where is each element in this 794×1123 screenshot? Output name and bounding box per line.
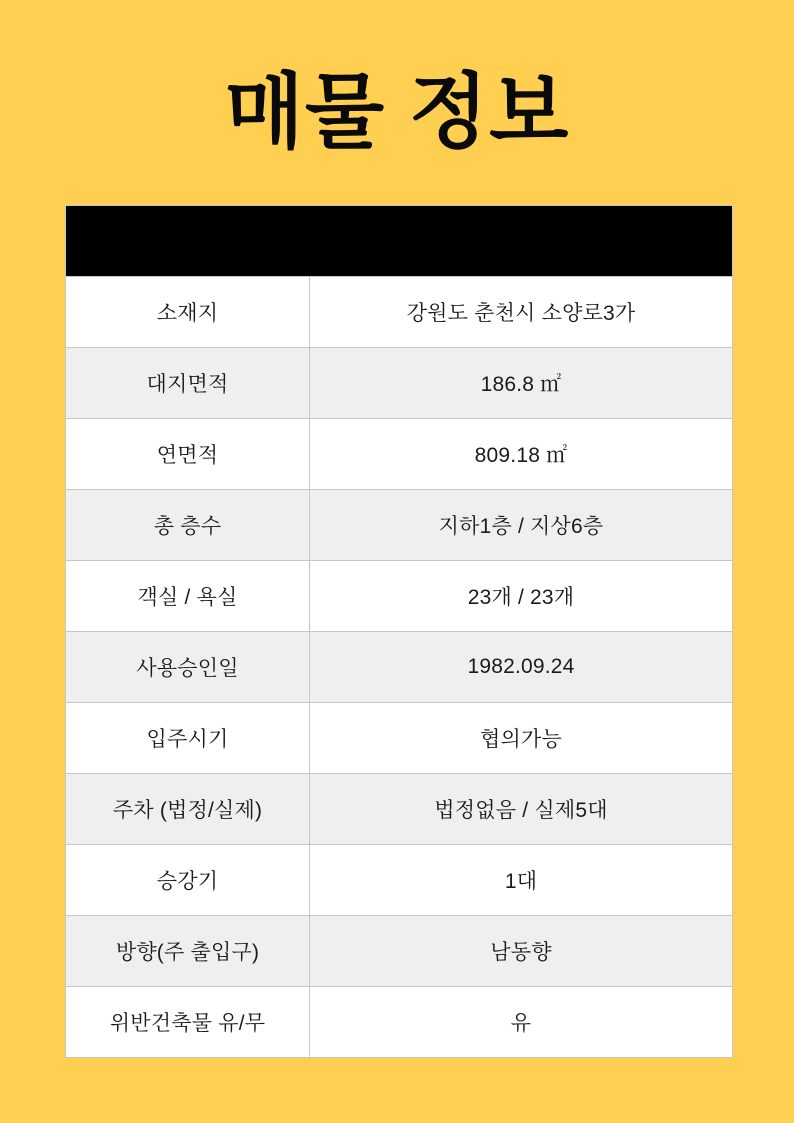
row-value: 1982.09.24 bbox=[467, 655, 575, 678]
row-value: 유 bbox=[510, 1012, 532, 1035]
row-label: 입주시기 bbox=[66, 703, 310, 773]
row-value: 강원도 춘천시 소양로3가 bbox=[406, 302, 636, 325]
row-label: 방향(주 출입구) bbox=[66, 916, 310, 986]
row-label: 사용승인일 bbox=[66, 632, 310, 702]
table-row bbox=[66, 347, 732, 418]
row-label: 연면적 bbox=[66, 419, 310, 489]
row-label: 승강기 bbox=[66, 845, 310, 915]
table-row bbox=[66, 418, 732, 489]
row-value: 협의가능 bbox=[480, 728, 562, 751]
row-label: 위반건축물 유/무 bbox=[66, 987, 310, 1057]
row-label: 주차 (법정/실제) bbox=[66, 774, 310, 844]
table-row bbox=[66, 844, 732, 915]
row-value: 809.18 ㎡ bbox=[474, 444, 568, 467]
page-title: 매물 정보 bbox=[224, 67, 570, 158]
table-header-bar bbox=[66, 206, 732, 276]
row-value: 남동향 bbox=[490, 941, 552, 964]
table-row bbox=[66, 560, 732, 631]
row-label: 총 층수 bbox=[66, 490, 310, 560]
row-value: 23개 / 23개 bbox=[467, 586, 575, 609]
row-label: 소재지 bbox=[66, 277, 310, 347]
table-row bbox=[66, 702, 732, 773]
table-row bbox=[66, 773, 732, 844]
table-body bbox=[66, 276, 732, 1057]
table-row bbox=[66, 986, 732, 1057]
row-value: 186.8 ㎡ bbox=[480, 373, 562, 396]
table-row bbox=[66, 631, 732, 702]
row-value: 지하1층 / 지상6층 bbox=[438, 515, 604, 538]
row-value: 법정없음 / 실제5대 bbox=[434, 799, 608, 822]
table-row bbox=[66, 276, 732, 347]
row-label: 대지면적 bbox=[66, 348, 310, 418]
table-row bbox=[66, 489, 732, 560]
row-value: 1대 bbox=[504, 870, 538, 893]
row-label: 객실 / 욕실 bbox=[66, 561, 310, 631]
table-row bbox=[66, 915, 732, 986]
property-table bbox=[65, 205, 733, 1058]
